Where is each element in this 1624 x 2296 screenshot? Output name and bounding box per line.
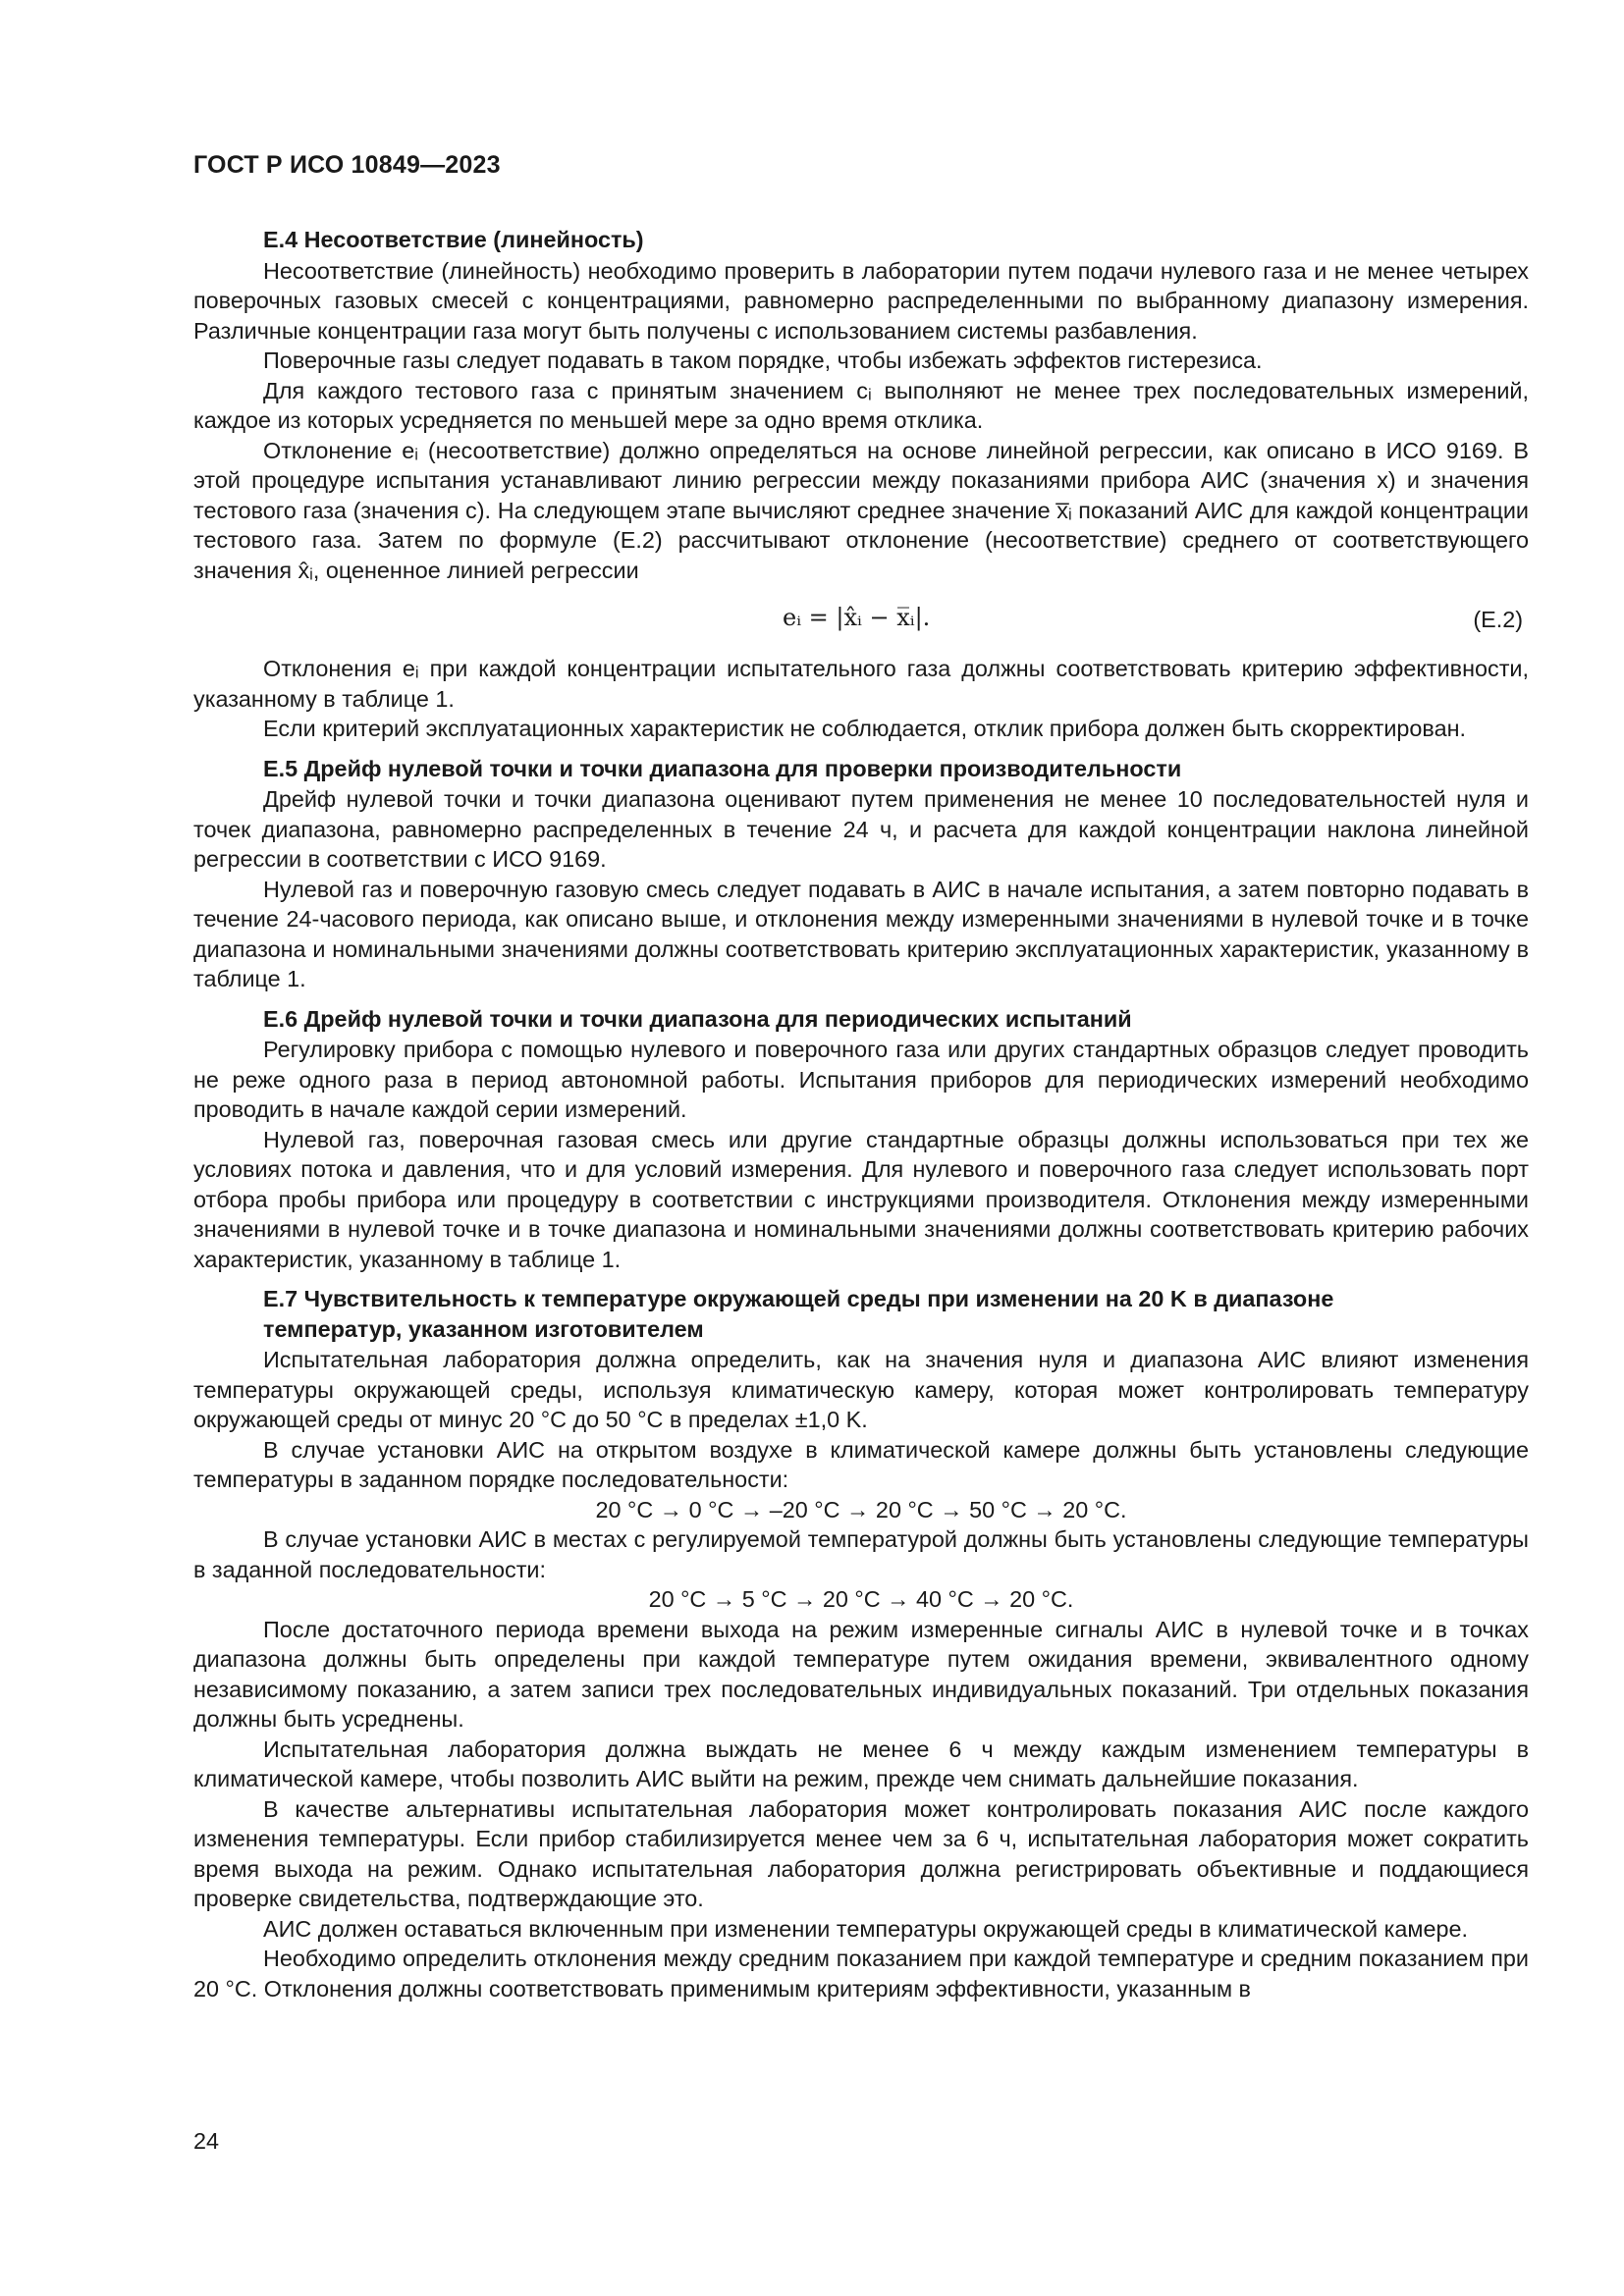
formula-row [193,593,1529,648]
section-heading-e7-line1: Е.7 Чувствительность к температуре окружающей среды при изменении на 20 K в диапазоне [263,1286,1334,1311]
paragraph: Для каждого тестового газа с принятым значением cᵢ выполняют не менее трех последовательных измерений, каждое из которых усредняется по меньшей мере за одно время отклика. [193,377,1529,433]
temperature-sequence-outdoor: 20 °С → 0 °С → –20 °С → 20 °С → 50 °С → 20 °С. [595,1496,1127,1522]
standard-header: ГОСТ Р ИСО 10849—2023 [193,151,501,179]
page-number: 24 [193,2128,220,2154]
paragraph: АИС должен оставаться включенным при изменении температуры окружающей среды в климатической камере. [263,1915,1468,1942]
paragraph: Испытательная лаборатория должна выждать не менее 6 ч между каждым изменением температуры в климатической камере, чтобы позволить АИС выйти на режим, прежде чем снимать дальнейшие показания. [193,1735,1529,1791]
paragraph: Испытательная лаборатория должна определить, как на значения нуля и диапазона АИС влияют изменения температуры окружающей среды, используя климатическую камеру, которая может контролировать температуру окружающей среды от минус 20 °С до 50 °С в пределах ±1,0 K. [193,1347,1529,1432]
paragraph: Необходимо определить отклонения между средним показанием при каждой температуре и средним показанием при 20 °С. Отклонения должны соответствовать применимым критериям эффективности, указанным в [193,1946,1529,2002]
paragraph: После достаточного периода времени выхода на режим измеренные сигналы АИС в нулевой точке и в точках диапазона должны быть определены при каждой температуре путем ожидания времени, эквивалентного одному независимому показанию, а затем записи трех последовательных индивидуальных показаний. Три отдельных показания должны быть усреднены. [193,1616,1529,1732]
page-body [193,225,1529,2003]
formula-number: (Е.2) [1473,607,1523,632]
section-heading-e7 [193,1284,1529,1344]
paragraph: Отклонения eᵢ при каждой концентрации испытательного газа должны соответствовать критерию эффективности, указанному в таблице 1. [193,656,1529,712]
section-heading-e4: Е.4 Несоответствие (линейность) [263,227,644,252]
paragraph: Поверочные газы следует подавать в таком порядке, чтобы избежать эффектов гистерезиса. [263,347,1263,373]
temperature-sequence-controlled: 20 °С → 5 °С → 20 °С → 40 °С → 20 °С. [648,1586,1074,1612]
paragraph: В случае установки АИС на открытом воздухе в климатической камере должны быть установлены следующие температуры в заданном порядке последовательности: [193,1436,1529,1492]
paragraph: Нулевой газ и поверочную газовую смесь следует подавать в АИС в начале испытания, а затем повторно подавать в течение 24-часового периода, как описано выше, и отклонения между измеренными значениями в нулевой точке и в точке диапазона и номинальными значениями должны соответствовать критерию эксплуатационных характеристик, указанному в таблице 1. [193,876,1529,991]
paragraph: Регулировку прибора с помощью нулевого и поверочного газа или других стандартных образцов следует проводить не реже одного раза в период автономной работы. Испытания приборов для периодических измерений необходимо проводить в начале каждой серии измерений. [193,1037,1529,1122]
paragraph: В качестве альтернативы испытательная лаборатория может контролировать показания АИС после каждого изменения температуры. Если прибор стабилизируется менее чем за 6 ч, испытательная лаборатория может сократить время выхода на режим. Однако испытательная лаборатория должна регистрировать объективные и поддающиеся проверке свидетельства, подтверждающие это. [193,1795,1529,1911]
paragraph: Если критерий эксплуатационных характеристик не соблюдается, отклик прибора должен быть скорректирован. [263,716,1466,741]
paragraph: Несоответствие (линейность) необходимо проверить в лаборатории путем подачи нулевого газа и не менее четырех поверочных газовых смесей с концентрациями, равномерно распределенными по выбранному диапазону измерения. Различные концентрации газа могут быть получены с использованием системы разбавления. [193,257,1529,344]
paragraph: Дрейф нулевой точки и точки диапазона оценивают путем применения не менее 10 последовательностей нуля и точек диапазона, равномерно распределенных в течение 24 ч, и расчета для каждой концентрации наклона линейной регрессии в соответствии с ИСО 9169. [193,786,1529,872]
formula-e2: eᵢ = |x̂ᵢ − x̅ᵢ|. [783,604,931,631]
paragraph: В случае установки АИС в местах с регулируемой температурой должны быть установлены следующие температуры в заданной последовательности: [193,1526,1529,1582]
section-heading-e7-line2: температур, указанном изготовителем [263,1315,704,1342]
paragraph: Отклонение eᵢ (несоответствие) должно определяться на основе линейной регрессии, как описано в ИСО 9169. В этой процедуре испытания устанавливают линию регрессии между показаниями прибора АИС (значения x) и значения тестового газа (значения c). На следующем этапе вычисляют среднее значение x̅ᵢ показаний АИС для каждой концентрации тестового газа. Затем по формуле (Е.2) рассчитывают отклонение (несоответствие) среднего от соответствующего значения x̂ᵢ, оцененное линией регрессии [193,437,1529,583]
section-heading-e5: Е.5 Дрейф нулевой точки и точки диапазона для проверки производительности [263,755,1182,781]
paragraph: Нулевой газ, поверочная газовая смесь или другие стандартные образцы должны использоваться при тех же условиях потока и давления, что и для условий измерения. Для нулевого и поверочного газа следует использовать порт отбора пробы прибора или процедуру в соответствии с инструкциями производителя. Отклонения между измеренными значениями в нулевой точке и в точке диапазона и номинальными значениями должны соответствовать критерию рабочих характеристик, указанному в таблице 1. [193,1126,1529,1272]
section-heading-e6: Е.6 Дрейф нулевой точки и точки диапазона для периодических испытаний [263,1005,1132,1032]
